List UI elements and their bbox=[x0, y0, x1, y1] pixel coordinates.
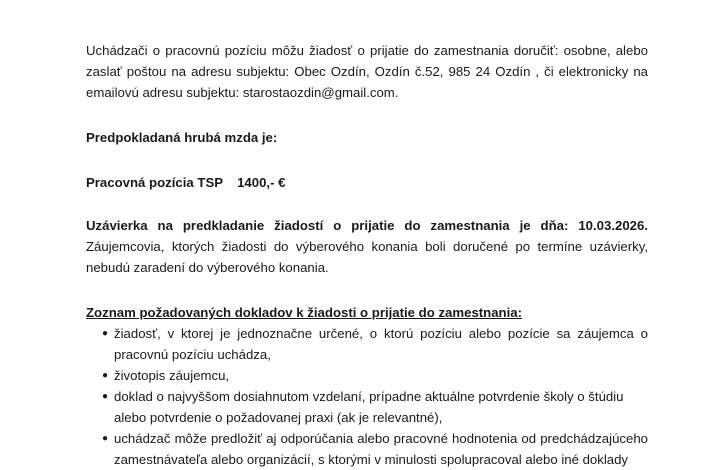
documents-heading: Zoznam požadovaných dokladov k žiadosti o prijatie do zamestnania: bbox=[86, 305, 522, 320]
bullet-icon: ● bbox=[102, 370, 109, 381]
list-item-text: doklad o najvyššom dosiahnutom vzdelaní, prípadne aktuálne potvrdenie školy o štúdiu alebo potvrdenie o požadovanej praxi (ak je relevantné), bbox=[114, 389, 624, 425]
list-item bbox=[86, 386, 648, 428]
intro-paragraph: Uchádzači o pracovnú pozíciu môžu žiadosť o prijatie do zamestnania doručiť: osobne, alebo zaslať poštou na adresu subjektu: Obec Ozdín, Ozdín č.52, 985 24 Ozdín , či elektronicky na emailovú adresu subjektu: starostaozdin@gmail.com. bbox=[86, 43, 648, 100]
deadline-bold-text: Uzávierka na predkladanie žiadostí o prijatie do zamestnania je dňa: 10.03.2026. bbox=[86, 218, 648, 233]
bullet-icon: ● bbox=[102, 433, 109, 444]
salary-amount: 1400,- € bbox=[237, 175, 286, 190]
bullet-icon: ● bbox=[102, 328, 109, 339]
document-body bbox=[86, 40, 648, 470]
salary-heading: Predpokladaná hrubá mzda je: bbox=[86, 130, 278, 145]
list-item bbox=[86, 428, 648, 470]
salary-position-line bbox=[86, 172, 648, 193]
list-item bbox=[86, 365, 648, 386]
salary-position-label: Pracovná pozícia TSP bbox=[86, 175, 224, 190]
list-item bbox=[86, 323, 648, 365]
deadline-paragraph bbox=[86, 215, 648, 278]
documents-list bbox=[86, 323, 648, 470]
list-item-text: žiadosť, v ktorej je jednoznačne určené, o ktorú pozíciu alebo pozície sa záujemca o pracovnú pozíciu uchádza, bbox=[114, 326, 648, 362]
list-item-text: uchádzač môže predložiť aj odporúčania alebo pracovné hodnotenia od predchádzajúceho zamestnávateľa alebo organizácií, s ktorými v minulosti spolupracoval alebo iné doklady bbox=[114, 431, 648, 467]
deadline-normal-text: Záujemcovia, ktorých žiadosti do výberového konania boli doručené po termíne uzávierky, nebudú zaradení do výberového konania. bbox=[86, 239, 648, 275]
list-item-text: životopis záujemcu, bbox=[114, 368, 230, 383]
bullet-icon: ● bbox=[102, 391, 109, 402]
